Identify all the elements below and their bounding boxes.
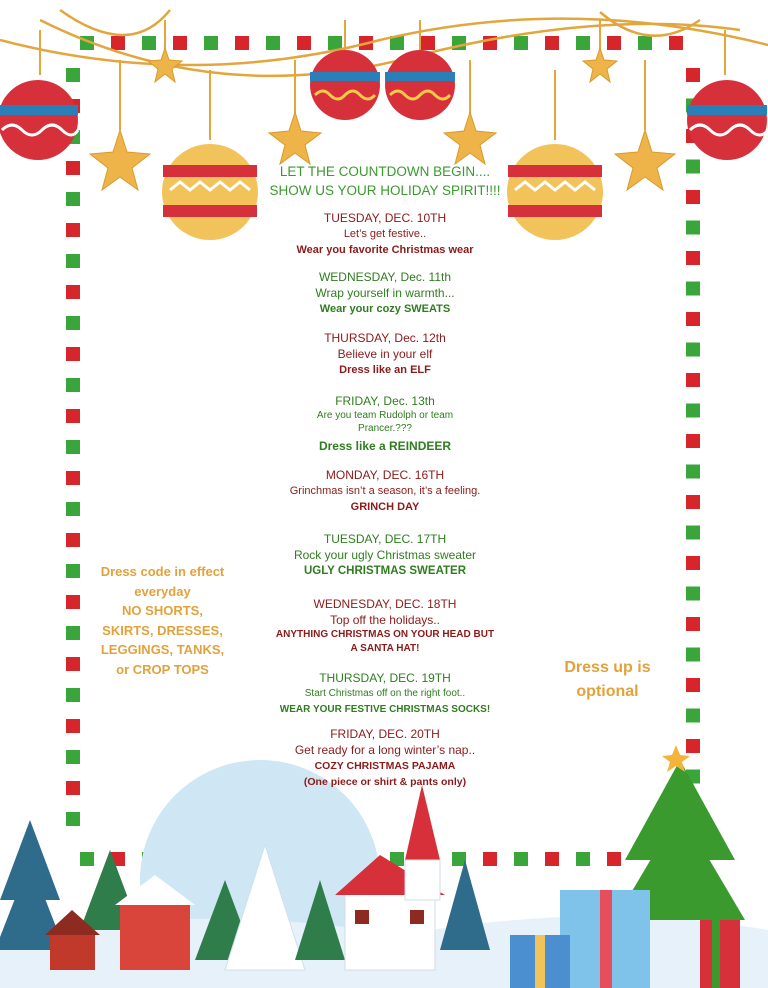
dress-code-line: everyday [134, 583, 191, 599]
day-action: WEAR YOUR FESTIVE CHRISTMAS SOCKS! [279, 704, 491, 715]
border-square [686, 373, 700, 387]
day-item [275, 596, 495, 656]
border-square [686, 495, 700, 509]
border-square [66, 161, 80, 175]
border-square [66, 471, 80, 485]
border-square [686, 343, 700, 357]
countdown-header [210, 162, 560, 200]
header-line-1: LET THE COUNTDOWN BEGIN.... [279, 164, 491, 179]
border-square [66, 378, 80, 392]
border-square [66, 688, 80, 702]
border-square [297, 36, 311, 50]
day-action: UGLY CHRISTMAS SWEATER [303, 565, 467, 577]
border-square [66, 254, 80, 268]
day-subtitle: Believe in your elf [337, 347, 433, 361]
border-square [686, 526, 700, 540]
border-square [686, 739, 700, 753]
border-square [607, 852, 621, 866]
day-item [230, 210, 540, 258]
border-square [235, 36, 249, 50]
border-square [686, 160, 700, 174]
border-square [328, 36, 342, 50]
border-square [66, 223, 80, 237]
day-subtitle: Are you team Rudolph or team Prancer.??? [316, 410, 454, 434]
day-item [230, 330, 540, 378]
border-square [686, 556, 700, 570]
border-square [204, 36, 218, 50]
border-square [66, 812, 80, 826]
dress-code-line: LEGGINGS, TANKS, [100, 642, 225, 657]
border-square [66, 502, 80, 516]
border-square [66, 440, 80, 454]
optional-note [545, 656, 670, 704]
border-square [686, 251, 700, 265]
border-square [452, 852, 466, 866]
day-date: WEDNESDAY, Dec. 11th [318, 270, 452, 284]
border-square [686, 709, 700, 723]
border-square [66, 347, 80, 361]
border-square [638, 36, 652, 50]
border-square [483, 852, 497, 866]
border-square [421, 36, 435, 50]
border-square [514, 36, 528, 50]
dress-code-note [75, 562, 250, 679]
border-square [545, 852, 559, 866]
border-square [66, 316, 80, 330]
border-square [66, 533, 80, 547]
day-action: Dress like an ELF [339, 364, 431, 376]
day-item [230, 726, 540, 790]
day-subtitle: Get ready for a long winter’s nap.. [294, 743, 476, 757]
border-square [686, 587, 700, 601]
border-square [66, 719, 80, 733]
border-square [686, 282, 700, 296]
dress-code-line: Dress code in effect [100, 564, 225, 579]
border-square [173, 36, 187, 50]
border-square [66, 781, 80, 795]
day-subtitle: Rock your ugly Christmas sweater [293, 548, 477, 562]
border-square [686, 465, 700, 479]
border-square [686, 312, 700, 326]
border-square [686, 404, 700, 418]
border-square [607, 36, 621, 50]
day-date: WEDNESDAY, DEC. 18TH [313, 597, 457, 611]
optional-line: Dress up is [564, 659, 651, 676]
border-square [66, 750, 80, 764]
day-item [230, 467, 540, 515]
day-date: FRIDAY, DEC. 20TH [330, 727, 440, 741]
border-square [686, 617, 700, 631]
dress-code-line: SKIRTS, DRESSES, [102, 622, 223, 638]
day-subtitle: Wrap yourself in warmth... [315, 286, 455, 300]
border-square [576, 852, 590, 866]
border-square [66, 68, 80, 82]
border-square [686, 648, 700, 662]
day-subtitle: Top off the holidays.. [330, 613, 440, 627]
border-square [686, 221, 700, 235]
border-square [686, 68, 700, 82]
day-action: ANYTHING CHRISTMAS ON YOUR HEAD BUT A SANTA HAT! [275, 629, 495, 654]
border-square [66, 192, 80, 206]
day-date: THURSDAY, DEC. 19TH [319, 671, 451, 685]
border-square [111, 36, 125, 50]
day-action: GRINCH DAY [350, 501, 420, 513]
dress-code-line: NO SHORTS, [122, 603, 203, 618]
border-square [266, 36, 280, 50]
dress-code-line: or CROP TOPS [116, 661, 209, 677]
day-subtitle: Grinchmas isn’t a season, it’s a feeling. [289, 485, 481, 497]
day-subtitle: Let’s get festive.. [343, 228, 427, 240]
day-date: MONDAY, DEC. 16TH [325, 468, 445, 482]
header-line-2: SHOW US YOUR HOLIDAY SPIRIT!!!! [269, 183, 501, 198]
day-action: Wear your cozy SWEATS [319, 303, 451, 315]
border-square [514, 852, 528, 866]
day-action: Wear you favorite Christmas wear [296, 244, 474, 256]
day-date: TUESDAY, DEC. 10TH [323, 211, 447, 225]
day-date: TUESDAY, DEC. 17TH [323, 532, 447, 546]
day-date: FRIDAY, Dec. 13th [335, 394, 435, 408]
day-note: (One piece or shirt & pants only) [303, 776, 467, 788]
border-square [66, 409, 80, 423]
day-subtitle: Start Christmas off on the right foot.. [304, 688, 466, 699]
day-action: COZY CHRISTMAS PAJAMA [314, 760, 456, 772]
border-square [545, 36, 559, 50]
optional-line: optional [576, 683, 639, 700]
day-item [295, 393, 475, 454]
border-square [80, 852, 94, 866]
day-action: Dress like a REINDEER [318, 439, 452, 453]
day-date: THURSDAY, Dec. 12th [324, 331, 446, 345]
border-square [686, 678, 700, 692]
border-square [576, 36, 590, 50]
day-item [240, 670, 530, 718]
border-square [686, 190, 700, 204]
border-square [66, 285, 80, 299]
day-item [230, 531, 540, 579]
border-square [686, 434, 700, 448]
border-square [669, 36, 683, 50]
border-square [142, 36, 156, 50]
day-item [230, 269, 540, 317]
